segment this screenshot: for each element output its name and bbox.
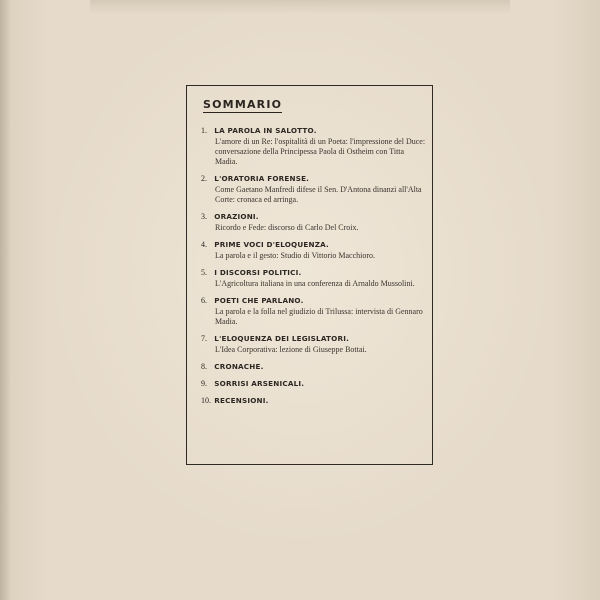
toc-item-number: 7. bbox=[201, 334, 207, 343]
toc-item-headline: LA PAROLA IN SALOTTO. bbox=[214, 126, 317, 135]
toc-item bbox=[201, 174, 426, 205]
toc-item-head bbox=[201, 334, 426, 344]
toc-item-headline: I DISCORSI POLITICI. bbox=[214, 268, 302, 277]
show-through-ink bbox=[142, 495, 402, 535]
toc-title: SOMMARIO bbox=[203, 98, 283, 111]
toc-item bbox=[201, 379, 426, 389]
toc-item-headline: ORAZIONI. bbox=[214, 212, 259, 221]
toc-item-head bbox=[201, 296, 426, 306]
toc-item-head bbox=[201, 212, 426, 222]
toc-item-headline: L'ELOQUENZA DEI LEGISLATORI. bbox=[214, 334, 349, 343]
toc-item-headline: CRONACHE. bbox=[214, 362, 264, 371]
toc-item-head bbox=[201, 240, 426, 250]
toc-item-description: La parola e il gesto: Studio di Vittorio Macchioro. bbox=[215, 251, 376, 260]
toc-item-description: Come Gaetano Manfredi difese il Sen. D'Antona dinanzi all'Alta Corte: cronaca ed arringa. bbox=[215, 185, 422, 204]
toc-item bbox=[201, 396, 426, 406]
toc-item-number: 1. bbox=[201, 126, 207, 135]
toc-item-number: 2. bbox=[201, 174, 207, 183]
toc-item bbox=[201, 240, 426, 261]
toc-item bbox=[201, 334, 426, 355]
toc-item-description: L'amore di un Re: l'ospitalità di un Poeta: l'impressione del Duce: conversazione della Principessa Paola di Ostheim con Titta Madia. bbox=[215, 137, 426, 166]
toc-item-number: 9. bbox=[201, 379, 207, 388]
toc-item-description: L'Agricoltura italiana in una conferenza di Arnaldo Mussolini. bbox=[215, 279, 415, 288]
toc-item-number: 6. bbox=[201, 296, 207, 305]
toc-item-head bbox=[201, 174, 426, 184]
toc-item-number: 8. bbox=[201, 362, 207, 371]
toc-item bbox=[201, 126, 426, 167]
page-left-edge bbox=[0, 0, 10, 600]
toc-item-number: 5. bbox=[201, 268, 207, 277]
toc-item-headline: L'ORATORIA FORENSE. bbox=[214, 174, 310, 183]
toc-item-number: 10. bbox=[201, 396, 211, 405]
toc-item-headline: PRIME VOCI D'ELOQUENZA. bbox=[214, 240, 329, 249]
toc-item-headline: SORRISI ARSENICALI. bbox=[214, 379, 305, 388]
toc-item-number: 4. bbox=[201, 240, 207, 249]
toc-item bbox=[201, 212, 426, 233]
toc-item-description: L'Idea Corporativa: lezione di Giuseppe Bottai. bbox=[215, 345, 367, 354]
page-top-shadow bbox=[90, 0, 510, 14]
toc-item-head bbox=[201, 396, 426, 406]
toc-item-head bbox=[201, 362, 426, 372]
toc-item-head bbox=[201, 379, 426, 389]
toc-item-headline: RECENSIONI. bbox=[214, 396, 269, 405]
toc-item bbox=[201, 268, 426, 289]
table-of-contents-frame bbox=[186, 85, 433, 465]
toc-item bbox=[201, 362, 426, 372]
toc-item-headline: POETI CHE PARLANO. bbox=[214, 296, 304, 305]
toc-item-number: 3. bbox=[201, 212, 207, 221]
toc-item-head bbox=[201, 268, 426, 278]
toc-list bbox=[201, 126, 426, 413]
toc-item-head bbox=[201, 126, 426, 136]
toc-item-description: La parola e la folla nel giudizio di Trilussa: intervista di Gennaro Madia. bbox=[215, 307, 423, 326]
toc-item bbox=[201, 296, 426, 327]
toc-item-description: Ricordo e Fede: discorso di Carlo Del Croix. bbox=[215, 223, 359, 232]
